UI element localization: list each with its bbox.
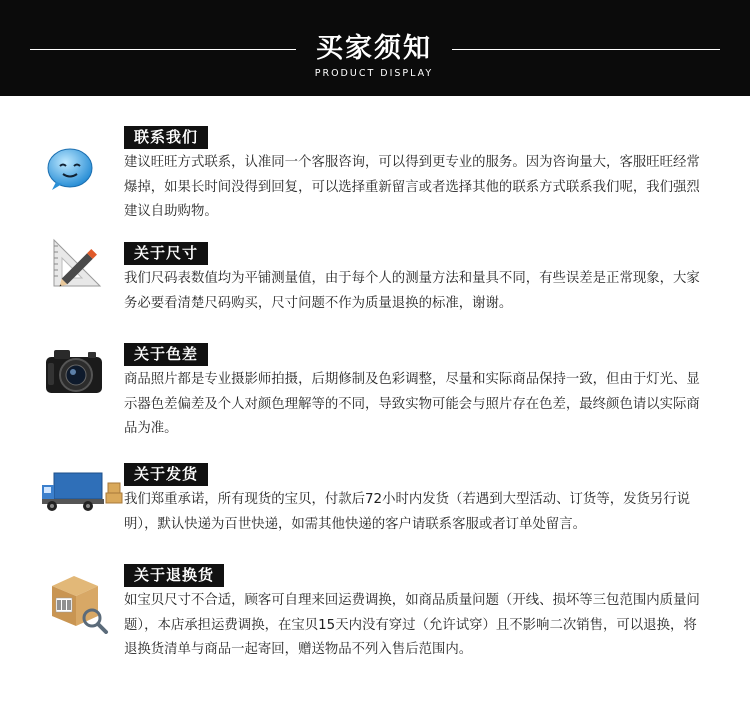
- section-text: 商品照片都是专业摄影师拍摄，后期修制及色彩调整，尽量和实际商品保持一致，但由于灯光、显示器色差偏差及个人对颜色理解等的不同，导致实物可能会与照片存在色差，最终颜色请以实际商品为准。: [124, 372, 700, 436]
- section-shipping: [0, 461, 750, 551]
- section-text: 我们尺码表数值均为平铺测量值，由于每个人的测量方法和量具不同，有些误差是正常现象，大家务必要看清楚尺码购买，尺寸问题不作为质量退换的标准，谢谢。: [124, 271, 700, 311]
- section-text: 我们郑重承诺，所有现货的宝贝，付款后72小时内发货（若遇到大型活动、订货等，发货另行说明），默认快递为百世快递，如需其他快递的客户请联系客服或者订单处留言。: [124, 492, 691, 532]
- header-divider-right: [452, 49, 720, 50]
- package-barcode-icon: [48, 574, 110, 634]
- camera-icon: [44, 345, 104, 397]
- section-color-difference: [0, 341, 750, 451]
- section-title: 联系我们: [124, 126, 208, 149]
- ruler-pencil-icon: [50, 236, 106, 292]
- section-text: 建议旺旺方式联系，认准同一个客服咨询，可以得到更专业的服务。因为咨询量大，客服旺旺经常爆掉，如果长时间没得到回复，可以选择重新留言或者选择其他的联系方式联系我们呢，我们强烈建议自助购物。: [124, 155, 700, 219]
- section-title: 关于退换货: [124, 564, 224, 587]
- section-size: [0, 240, 750, 340]
- header-divider-left: [30, 49, 296, 50]
- page-title: 买家须知: [316, 33, 432, 64]
- section-title: 关于尺寸: [124, 242, 208, 265]
- section-title: 关于色差: [124, 343, 208, 366]
- section-returns: [0, 562, 750, 672]
- section-text: 如宝贝尺寸不合适，顾客可自理来回运费调换，如商品质量问题（开线、损坏等三包范围内质量问题），本店承担运费调换，在宝贝15天内没有穿过（允许试穿）且不影响二次销售，可以退换，将退换货清单与商品一起寄回，赠送物品不列入售后范围内。: [124, 593, 700, 657]
- section-contact-us: [0, 124, 750, 224]
- header-banner: [0, 0, 750, 96]
- page-subtitle: PRODUCT DISPLAY: [314, 68, 434, 79]
- delivery-truck-icon: [40, 469, 124, 513]
- section-title: 关于发货: [124, 463, 208, 486]
- wangwang-chat-icon: [46, 144, 94, 192]
